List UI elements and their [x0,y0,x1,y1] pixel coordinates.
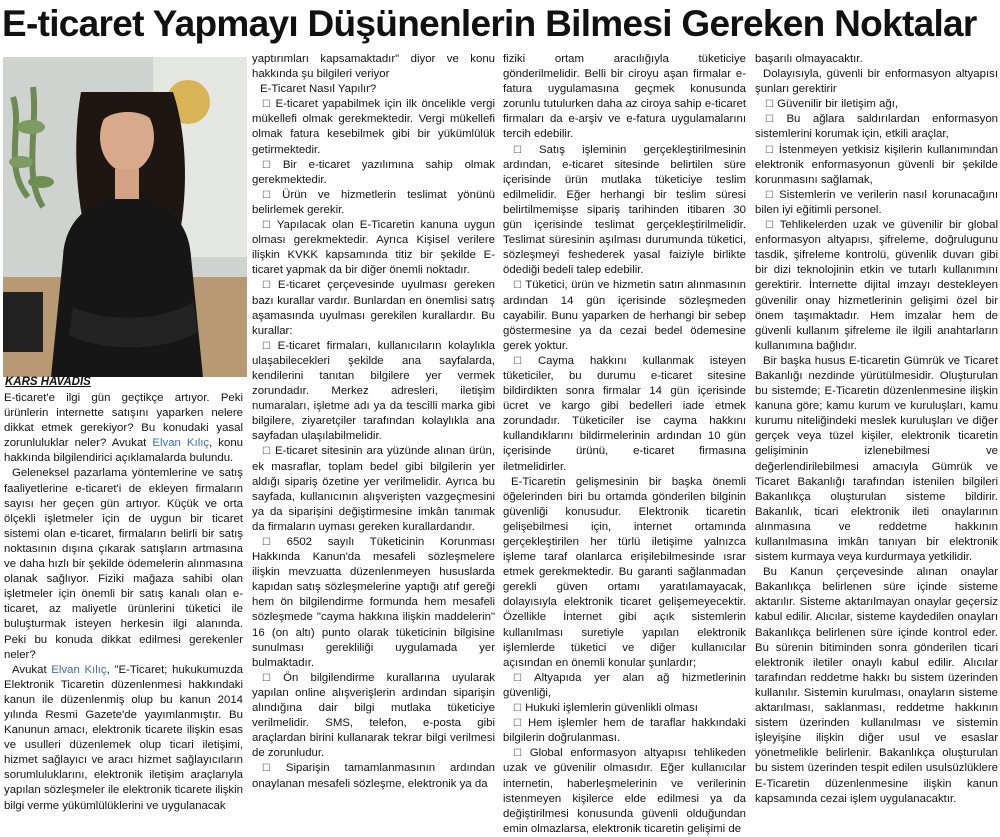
photo-illustration [3,57,247,377]
paragraph: Avukat Elvan Kılıç, "E-Ticaret; hukukumuzda Elektronik Ticaretin düzenlenmesi hakkındaki kanun ile düzenlenmiş olup bu kanun 2014 yılında Resmi Gazete'de yayımlanmıştır. Bu Kanunun amacı, elektronik ticarete ilişkin esas ve usulleri düzenlemek olup ticari iletişimi, hizmet sağlayıcı ve aracı hizmet sağlayıcıların sorumluluklarını, elektronik iletişim araçlarıyla yapılan sözleşmeler ile elektronik ticarete ilişkin bilgi verme yükümlülüklerini ve uygulanacak [4,663,244,812]
paragraph: fiziki ortam aracılığıyla tüketiciye gönderilmelidir. Belli bir ciroyu aşan firmalar e-fatura uygulamasına geçmek konusunda zorunlu tutulurken daha az ciroya sahip e-ticaret firmaları da e-arşiv ve e-fatura uygulamalarını tercih edebilir. [503,53,746,141]
column-2 [252,52,495,812]
list-item: ☐ Tehlikelerden uzak ve güvenilir bir global enformasyon altyapısı, şifreleme, doğrulugunu tasdik, şifreleme kontrolü, güvenlik duvarı gibi bir dizi teknolojinin etkin ve tutarlı kullanımını gerektirir. İnternette dijital imzayı destekleyen güvenilir onay hizmetlerinin gelişimi özel bir önem taşımaktadır. Hem imzalar hem de güvenli kullanım şifreleme ile ilgili anahtarların kullanımına bağlıdır. [755,219,998,352]
list-item: ☐ Siparişin tamamlanmasının ardından onaylanan mesafeli sözleşme, elektronik ya da [252,762,495,790]
subheading: E-Ticaret Nasıl Yapılır? [260,83,377,96]
column-1 [4,391,243,811]
paragraph: E-ticaret'e ilgi gün geçtikçe artıyor. Peki ürünlerin internette satışını yaparken nelere dikkat etmek gerekiyor? Bu konudaki yasal zorunluluklar neler? Avukat Elvan Kılıç, konu hakkında bilgilendirici açıklamalarda bulundu. [4,392,244,465]
byline: KARS HAVADİS [5,376,91,388]
paragraph: Bu Kanun çerçevesinde alınan onaylar Bakanlıkça belirlenen süre içinde sisteme aktarılır. Sisteme aktarılmayan onaylar geçersiz kabul edilir. Alıcılar, sisteme kaydedilen onayları Bakanlıkça belirlenen süre içinde kontrol eder. Bu sürenin bitiminden sonra gönderilen ticari elektronik iletiler onaylı kabul edilir. Alıcılar tarafından reddetme hakkı bu sistem üzerinden kullanılır. Sistemin kurulması, onayların sisteme aktarılması, saklanması, reddetme hakkının sistem üzerinden kullanılması ve sistemin işleyişine ilişkin diğer usul ve esaslar yönetmelikle belirlenir. Bakanlıkça oluşturulan bu sistem üzerinden tespit edilen usulsüzlüklere E-Ticaretin düzenlenmesine ilişkin kanun kapsamında cezai işlem uygulanacaktır. [755,566,998,805]
paragraph: E-Ticaretin gelişmesinin bir başka önemli öğelerinden biri bu ortamda gönderilen bilginin güvenliği konusudur. Elektronik ticaretin gelişebilmesi için, internet ortamında gerçekleştirilen her türlü iletişime yalnızca işleme taraf olanlarca erişilebilmesinde ısrar etmek gerekmektedir. Bu garanti sağlanmadan gerekli güven ortamı yaratılamayacak, dolayısıyla elektronik ticaret gelişemeyecektir. Özellikle İnternet gibi açık sistemlerin kullanılması suretiyle yapılan elektronik işlemlerde tüketici ve diğer kullanıcılar açısından en önemli konular şunlardır; [503,475,746,669]
list-item: ☐ Güvenilir bir iletişim ağı, [765,98,899,111]
list-item: ☐ Cayma hakkını kullanmak isteyen tüketiciler, bu durumu e-ticaret sitesine bildirdikten sonra firmalar 14 gün içerisinde ücret ve kargo gibi bedelleri iade etmek zorundadır. Tüketiciler ise cayma hakkını kullandıklarını bildirmelerinin ardından 10 gün içerisinde ürünü, e-ticaret firmasına iletmelidirler. [503,354,746,473]
author-name-highlight: Elvan Kılıç [152,437,210,450]
list-item: ☐ Hukuki işlemlerin güvenlikli olması [513,702,698,715]
list-item: ☐ Hem işlemler hem de taraflar hakkındaki bilgilerin doğrulanması. [503,717,746,745]
list-item: ☐ Tüketici, ürün ve hizmetin satın alınmasının ardından 14 gün içerisinde sözleşmeden cayabilir. Bunu yaparken de herhangi bir sebep göstermesine ya da cezai bedel ödemesine gerek yoktur. [503,279,746,352]
list-item: ☐ E-ticaret yapabilmek için ilk öncelikle vergi mükellefi olmak gerekmektedir. Vergi mükellefi olmak fatura kesebilmek gibi bir yükümlülük getirmektedir. [252,98,495,156]
paragraph: Geleneksel pazarlama yöntemlerine ve satış faaliyetlerine e-ticaret'i de ekleyen firmaların sayısı her geçen gün artıyor. Küçük ve orta ölçekli işletmeler için de uygun bir ticaret sistemi olan e-ticaret, firmaların belirli bir satış noktasının dışına çıkarak satışların artmasına ve daha hızlı bir şekilde ödemelerin alınmasına olanak sağlıyor. Fiziki mağaza sahibi olan işletmeler için önemli bir satış kanalı olan e-ticaret, az maliyetle ürünlerini tüketici ile buluşturmak isteyen herkesin ilgi alanında. Peki bu konuda dikkat edilmesi gerekenler neler? [4,467,243,661]
list-item: ☐ E-ticaret çerçevesinde uyulması gereken bazı kurallar vardır. Bunlardan en önemlisi satış aşamasında uyulması gerekilen kurallardır. Bu kurallar: [252,279,496,337]
list-item: ☐ E-ticaret sitesinin ara yüzünde alınan ürün, ek masraflar, toplam bedel gibi bilgilerin yer aldığı sipariş özetine yer verilmelidir. Ayrıca bu sayfada, kullanıcının alışverişten vazgeçmesini ya da siparişini değiştirmesine imkân tanımak da firmaların uyması gereken kurallardandır. [252,445,495,533]
column-3 [503,52,746,835]
list-item: ☐ E-ticaret firmaları, kullanıcıların kolaylıkla ulaşabilecekleri şekilde ana sayfalarda, kendilerini tanıtan bilgilere yer vermek zorundadır. Merkez adresleri, iletişim numaraları, işletme adı ya da tescilli marka gibi bilgilere, ziyaretçiler tarafından kolaylıkla ana sayfadan ulaşılabilmelidir. [252,339,495,443]
list-item: ☐ 6502 sayılı Tüketicinin Korunması Hakkında Kanun'da mesafeli sözleşmelere ilişkin mevzuatta düzenlenmeyen hususlarda kapıdan satış sözleşmelerine yaptığı atıf gereği hem ön bilgilendirme formunda hem mesafeli sözleşmede "cayma hakkına ilişkin maddelerin" 16 (on altı) punto olarak tüketicinin bilgisine sunulması gerekliliği uygulamada yer bulmaktadır. [252,536,495,669]
list-item: ☐ Satış işleminin gerçekleştirilmesinin ardından, e-ticaret sitesinde belirtilen süre içerisinde ürün mutlaka tüketiciye teslim edilmelidir. Eğer herhangi bir teslim süresi belirtilmemişse sipariş tarihinden itibaren 30 gün içerisinde teslimat gerçekleştirilmelidir. Teslimat süresinin aşılması durumunda tüketici, sözleşmeyi feshederek yasal faiziyle birlikte ödediği bedeli talep edebilir. [503,143,746,277]
paragraph: başarılı olmayacaktır. [755,53,863,65]
paragraph: yaptırımları kapsamaktadır" diyor ve konu hakkında şu bilgileri veriyor [252,53,495,81]
paragraph: Dolayısıyla, güvenli bir enformasyon altyapısı şunları gerektirir [755,68,998,96]
author-name-highlight: Elvan Kılıç [51,663,107,676]
list-item: ☐ Yapılacak olan E-Ticaretin kanuna uygun olması gerekmektedir. Ayrıca Kişisel verilere ilişkin KVKK kapsamında titiz bir şekilde E-ticaret yapmak da bir diğer önemli noktadır. [252,219,495,277]
list-item: ☐ Bir e-ticaret yazılımına sahip olmak gerekmektedir. [252,158,495,186]
list-item: ☐ Altyapıda yer alan ağ hizmetlerinin güvenliği, [503,671,746,699]
headline: E-ticaret Yapmayı Düşünenlerin Bilmesi Gereken Noktalar [2,3,977,44]
column-4 [755,52,998,812]
author-photo [3,57,247,377]
list-item: ☐ İstenmeyen yetkisiz kişilerin kullanımından elektronik enformasyonun güvenli bir şekilde korunmasını sağlamak, [755,143,998,186]
list-item: ☐ Sistemlerin ve verilerin nasıl korunacağını bilen iyi eğitimli personel. [755,188,998,216]
list-item: ☐ Ürün ve hizmetlerin teslimat yönünü belirlemek gerekir. [252,188,495,216]
list-item: ☐ Ön bilgilendirme kurallarına uyularak yapılan online alışverişlerin ardından siparişin alındığına dair bilgi mutlaka tüketiciye verilmelidir. SMS, telefon, e-posta gibi araçlardan birini kullanarak tekrar bilgi verilmesi de zorunludur. [252,671,495,760]
paragraph: Bir başka husus E-ticaretin Gümrük ve Ticaret Bakanlığı nezdinde yürütülmesidir. Oluşturulan bu sistemde; E-Ticaretin düzenlenmesine ilişkin kanuna göre; kamu kurum ve kuruluşları, kamu kurumu niteliğindeki meslek kuruluşları ve diğer gerçek veya tüzel kişiler, elektronik ticaretin gelişiminin izlenebilmesi ve değerlendirilebilmesi amacıyla Gümrük ve Ticaret Bakanlığı tarafından istenilen bilgileri Bakanlıkça oluşturulan sisteme bildirir. Bakanlık, ticari elektronik ileti onaylarının alınmasına ve reddetme hakkının kullanılmasına imkân tanıyan bir elektronik sistem kurmaya veya kurdurmaya yetkilidir. [755,354,998,564]
list-item: ☐ Bu ağlara saldırılardan enformasyon sistemlerini korumak için, etkili araçlar, [755,113,998,141]
list-item: ☐ Global enformasyon altyapısı tehlikeden uzak ve güvenilir olmasıdır. Eğer kullanıcılar internetin, haberleşmelerinin ve verilerinin istenmeyen kişilerce elde edilmesi ya da değiştirilmesi konusunda güvenli olduğundan emin olmazlarsa, elektronik ticaretin gelişimi de [503,747,746,835]
